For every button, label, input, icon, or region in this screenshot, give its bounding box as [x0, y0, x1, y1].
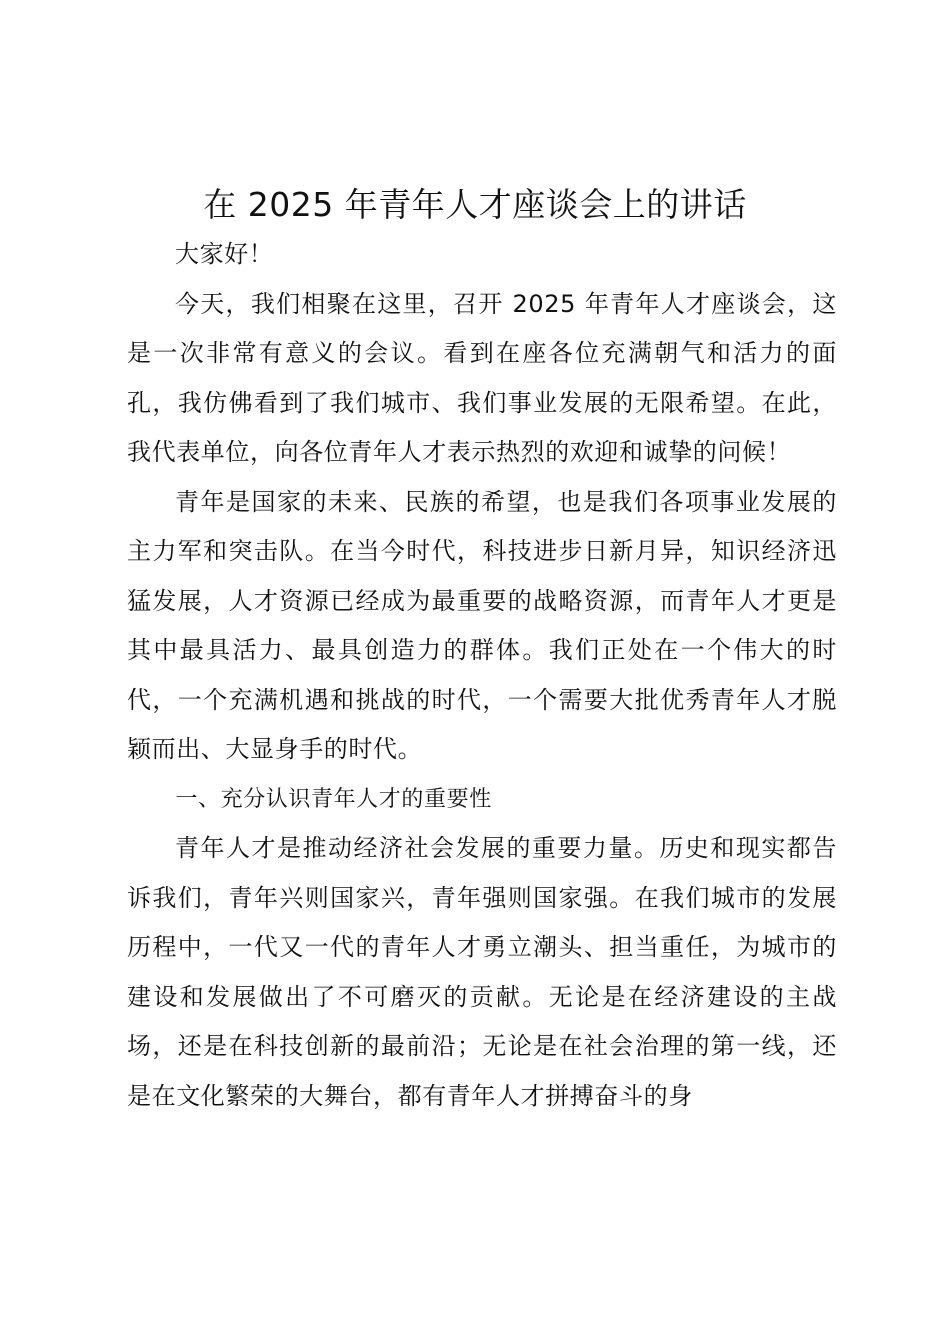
document-title: 在 2025 年青年人才座谈会上的讲话 [203, 185, 747, 224]
paragraph-opening: 今天，我们相聚在这里，召开 2025 年青年人才座谈会，这是一次非常有意义的会议。看到在座各位充满朝气和活力的面孔，我仿佛看到了我们城市、我们事业发展的无限希望。在此，我代表单位，向各位青年人才表示热烈的欢迎和诚挚的问候！ [127, 289, 837, 466]
section-heading-1: 一、充分认识青年人才的重要性 [175, 786, 492, 812]
greeting: 大家好！ [175, 240, 274, 268]
document-body [127, 230, 837, 1121]
paragraph-youth-importance: 青年人才是推动经济社会发展的重要力量。历史和现实都告诉我们，青年兴则国家兴，青年强则国家强。在我们城市的发展历程中，一代又一代的青年人才勇立潮头、担当重任，为城市的建设和发展做出了不可磨灭的贡献。无论是在经济建设的主战场，还是在科技创新的最前沿；无论是在社会治理的第一线，还是在文化繁荣的大舞台，都有青年人才拼搏奋斗的身 [127, 834, 837, 1110]
paragraph-youth-era: 青年是国家的未来、民族的希望，也是我们各项事业发展的主力军和突击队。在当今时代，科技进步日新月异，知识经济迅猛发展，人才资源已经成为最重要的战略资源，而青年人才更是其中最具活力、最具创造力的群体。我们正处在一个伟大的时代，一个充满机遇和挑战的时代，一个需要大批优秀青年人才脱颖而出、大显身手的时代。 [127, 487, 837, 763]
